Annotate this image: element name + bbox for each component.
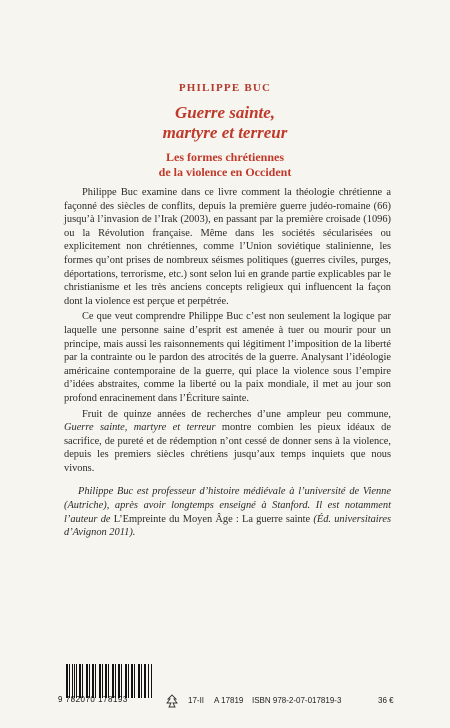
blurb-paragraph-1: Philippe Buc examine dans ce livre comment la théologie chrétienne a façonné des siècles de conflits, depuis la première guerre judéo-romaine (66) jusqu’à l’invasion de l’Irak (2003), en passant par la première croisade (1096) ou la Révolution française. Même dans les sociétés sécularisées ou explicitement non chrétiennes, comme l’Union soviétique stalinienne, les formes qu’ont prises de nombreux séismes politiques (guerres civiles, purges, déportations, terrorisme, etc.) sont selon lui en grande partie explicables par le christianisme et les très anciens concepts religieux qui influencent la façon dont la violence est perçue et perpétrée. <box>64 187 391 307</box>
book-subtitle <box>0 150 450 180</box>
isbn: ISBN 978-2-07-017819-3 <box>252 696 342 705</box>
bio-book-title: L’Empreinte du Moyen Âge : La guerre sainte <box>113 513 311 525</box>
bio-end: (Éd. universitaires d’Avignon 2011). <box>64 513 391 539</box>
subtitle-line-1: Les formes chrétiennes <box>166 150 284 164</box>
blurb-p3-end: montre combien les pieux idéaux de sacrifice, de pureté et de rédemption n’ont cessé de donner sens à la violence, depuis les premiers siècles chrétiens jusqu’aux temps inquiets que nous vivons. <box>64 422 391 474</box>
subtitle-line-2: de la violence en Occident <box>158 165 292 179</box>
blurb-paragraph-2: Ce que veut comprendre Philippe Buc c’est non seulement la logique par laquelle une personne saine d’esprit est amenée à tuer ou mourir pour un principe, mais aussi les raisonnements qui légitiment l’imposition de la liberté par la contrainte ou le pardon des atrocités de la guerre. Analysant l’idéologie américaine contemporaine de la guerre, qui place la violence sous l’empire d’idées abstraites, comme la liberté ou la paix mondiale, il met au jour son profond enracinement dans l’Écriture sainte. <box>64 311 391 404</box>
blurb-p3-start: Fruit de quinze années de recherches d’une ampleur peu commune, <box>82 408 391 420</box>
barcode <box>66 664 152 698</box>
blurb-paragraph-3 <box>64 408 391 476</box>
bio-start: Philippe Buc est professeur d’histoire médiévale à l’université de Vienne (Autriche), après avoir longtemps enseigné à Stanford. Il est notamment l’auteur de <box>64 486 391 525</box>
blurb-p3-book-title: Guerre sainte, martyre et terreur <box>64 422 216 434</box>
publication-footer <box>166 696 416 710</box>
catalog-code: A 17819 <box>214 696 244 705</box>
title-line-1: Guerre sainte, <box>174 103 276 122</box>
book-title <box>0 103 450 143</box>
price: 36 € <box>378 696 394 705</box>
title-line-2: martyre et terreur <box>162 123 288 142</box>
blurb-text <box>64 186 391 542</box>
author-bio <box>64 485 391 539</box>
barcode-number: 9 782070 178193 <box>58 695 128 704</box>
publisher-logo-icon <box>166 694 178 708</box>
print-code: 17-II <box>188 696 205 705</box>
author-name: PHILIPPE BUC <box>178 82 272 94</box>
